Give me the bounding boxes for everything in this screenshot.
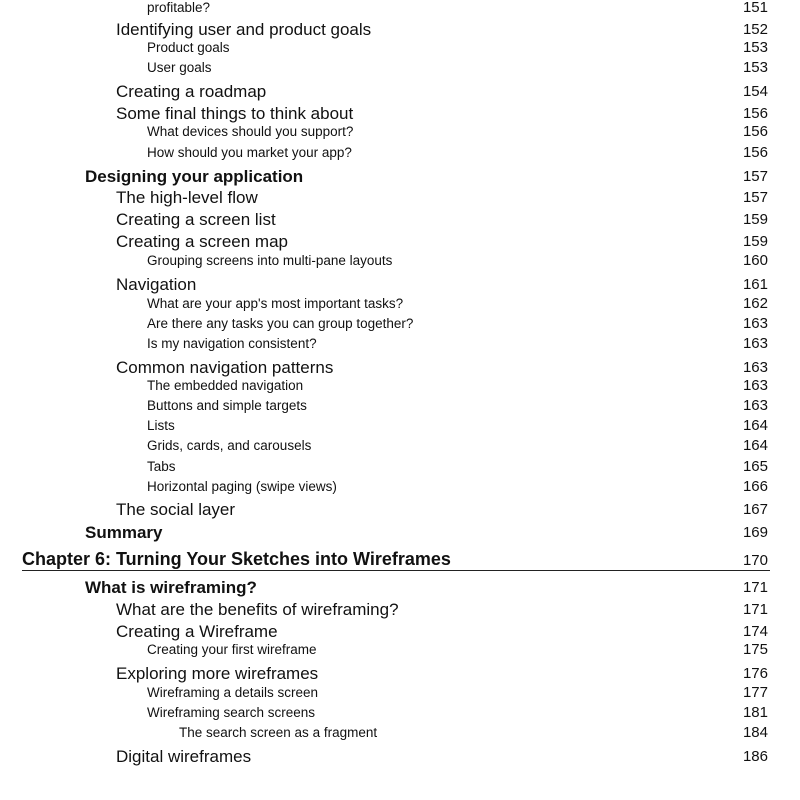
toc-entry-title: Product goals	[147, 40, 230, 55]
toc-entry-title: Chapter 6: Turning Your Sketches into Wireframes	[22, 549, 451, 569]
toc-entry-page-number: 167	[742, 501, 768, 518]
toc-entry-title: How should you market your app?	[147, 145, 352, 160]
toc-entry-page-number: 162	[742, 295, 768, 312]
toc-entry-page-number: 171	[742, 601, 768, 618]
toc-entry-title: Lists	[147, 418, 175, 433]
toc-entry-page-number: 159	[742, 211, 768, 228]
toc-entry-page-number: 156	[742, 105, 768, 122]
toc-entry-page-number: 164	[742, 437, 768, 454]
toc-entry-title: Designing your application	[85, 167, 304, 186]
toc-entry-title: Navigation	[116, 275, 197, 294]
toc-entry-page-number: 154	[742, 83, 768, 100]
toc-entry-page-number: 151	[742, 0, 768, 16]
toc-entry-title: Buttons and simple targets	[147, 398, 307, 413]
toc-entry-page-number: 171	[742, 579, 768, 596]
toc-entry-title: Are there any tasks you can group together?	[147, 316, 414, 331]
toc-entry-title: Identifying user and product goals	[116, 20, 372, 39]
toc-entry-title: Exploring more wireframes	[116, 664, 319, 683]
toc-entry-title: What are your app's most important tasks?	[147, 296, 404, 311]
toc-entry-page-number: 181	[742, 704, 768, 721]
toc-entry-title: Creating your first wireframe	[147, 642, 317, 657]
toc-entry-title: Creating a screen map	[116, 232, 288, 251]
toc-entry-page-number: 174	[742, 623, 768, 640]
toc-entry-page-number: 161	[742, 276, 768, 293]
toc-entry-page-number: 153	[742, 39, 768, 56]
toc-entry-page-number: 164	[742, 417, 768, 434]
toc-entry-page-number: 152	[742, 21, 768, 38]
toc-entry-title: What are the benefits of wireframing?	[116, 600, 399, 619]
toc-entry-title: The embedded navigation	[147, 378, 304, 393]
toc-entry-page-number: 184	[742, 724, 768, 741]
toc-entry-page-number: 163	[742, 335, 768, 352]
toc-entry-page-number: 163	[742, 359, 768, 376]
toc-entry-title: Creating a screen list	[116, 210, 276, 229]
toc-entry-title: profitable?	[147, 0, 211, 15]
toc-entry-title: Tabs	[147, 459, 176, 474]
toc-entry-page-number: 176	[742, 665, 768, 682]
toc-entry-page-number: 177	[742, 684, 768, 701]
toc-entry-title: Wireframing search screens	[147, 705, 316, 720]
toc-entry-title: The high-level flow	[116, 188, 258, 207]
chapter-divider	[22, 570, 770, 571]
toc-entry-page-number: 166	[742, 478, 768, 495]
toc-entry-page-number: 153	[742, 59, 768, 76]
toc-entry-page-number: 165	[742, 458, 768, 475]
toc-entry-title: Grids, cards, and carousels	[147, 438, 312, 453]
toc-entry-title: What devices should you support?	[147, 124, 354, 139]
toc-entry-page-number: 159	[742, 233, 768, 250]
toc-entry-page-number: 163	[742, 397, 768, 414]
toc-entry-page-number: 186	[742, 748, 768, 765]
toc-entry-page-number: 156	[742, 144, 768, 161]
toc-entry-page-number: 157	[742, 168, 768, 185]
toc-entry-title: Summary	[85, 523, 163, 542]
toc-entry-title: The social layer	[116, 500, 236, 519]
toc-entry-page-number: 160	[742, 252, 768, 269]
toc-entry-page-number: 163	[742, 315, 768, 332]
toc-entry-page-number: 170	[742, 552, 768, 569]
toc-entry-title: The search screen as a fragment	[179, 725, 378, 740]
toc-entry-title: Is my navigation consistent?	[147, 336, 317, 351]
toc-entry-page-number: 169	[742, 524, 768, 541]
toc-entry-title: Wireframing a details screen	[147, 685, 319, 700]
toc-entry-page-number: 157	[742, 189, 768, 206]
toc-entry-page-number: 163	[742, 377, 768, 394]
toc-entry-title: What is wireframing?	[85, 578, 257, 597]
toc-entry-title: Creating a roadmap	[116, 82, 267, 101]
toc-entry-title: Horizontal paging (swipe views)	[147, 479, 337, 494]
toc-entry-title: User goals	[147, 60, 212, 75]
toc-entry-title: Digital wireframes	[116, 747, 252, 766]
toc-entry-page-number: 156	[742, 123, 768, 140]
toc-entry-title: Some final things to think about	[116, 104, 354, 123]
toc-entry-page-number: 175	[742, 641, 768, 658]
toc-entry-title: Common navigation patterns	[116, 358, 334, 377]
toc-entry-title: Grouping screens into multi-pane layouts	[147, 253, 393, 268]
toc-entry-title: Creating a Wireframe	[116, 622, 278, 641]
